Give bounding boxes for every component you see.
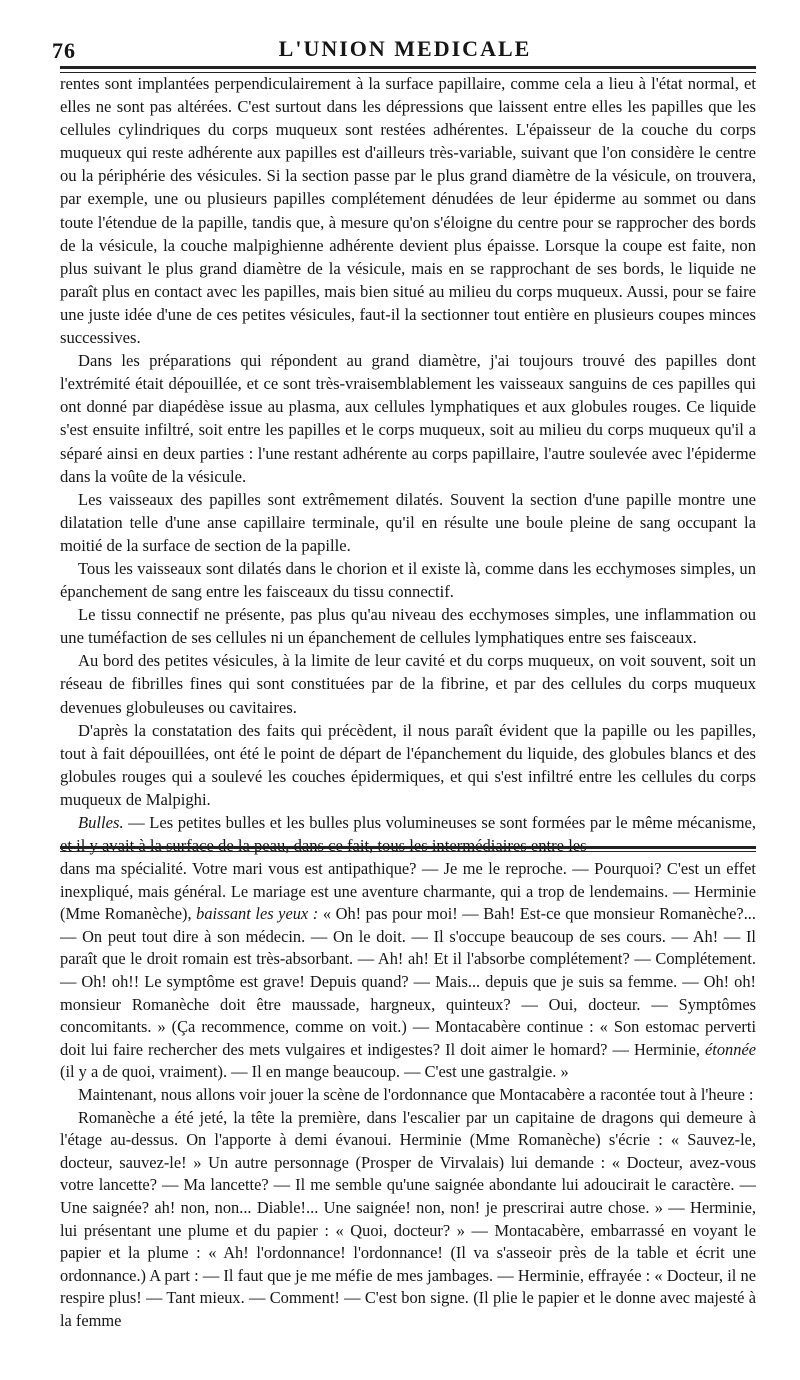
feuilleton-text: dans ma spécialité. Votre mari vous est antipathique? — Je me le reproche. — Pourquoi? C'est un effet inexpliqué, mais général. Le mariage est une aventure charmante, qui a trop de lendemains. — Herminie (Mme Romanèche),	[60, 859, 756, 924]
feuilleton-text: (il y a de quoi, vraiment). — Il en mange beaucoup. — C'est une gastralgie. »	[60, 1062, 569, 1082]
article-paragraph: Les vaisseaux des papilles sont extrêmement dilatés. Souvent la section d'une papille montre une dilatation telle d'une anse capillaire terminale, qu'il en résulte une boule pleine de sang occupant la moitié de la surface de section de la papille.	[60, 489, 756, 555]
feuilleton-paragraph	[60, 858, 756, 1084]
feuilleton-text: « Oh! pas pour moi! — Bah! Est-ce que monsieur Romanèche?... — On peut tout dire à son médecin. — On le doit. — Il s'occupe beaucoup de ses cours. — Ah! — Il paraît que le droit romain est très-absorbant. — Ah! ah! Et il l'absorbe complétement? — Complétement. — Oh! oh!! Le symptôme est grave! Depuis quand? — Mais... depuis que je suis sa femme. — Oh! oh! monsieur Romanèche doit être maussade, hargneux, quinteux? — Oui, docteur. — Symptômes concomitants. » (Ça recommence, comme on voit.) — Montacabère continue : « Son estomac perverti doit lui faire rechercher des mets vulgaires et indigestes? Il doit aimer le homard? — Herminie,	[60, 904, 757, 1059]
article-paragraph: D'après la constatation des faits qui précèdent, il nous paraît évident que la papille ou les papilles, tout à fait dépouillées, ont été le point de départ de l'épanchement du liquide, des globules blancs et des globules rouges qui a soulevé les couches épidermiques, et qui s'est infiltré entre les cellules du corps muqueux de Malpighi.	[60, 720, 756, 809]
feuilleton-paragraph: Maintenant, nous allons voir jouer la scène de l'ordonnance que Montacabère a racontée tout à l'heure :	[78, 1084, 754, 1104]
article-paragraph: Tous les vaisseaux sont dilatés dans le chorion et il existe là, comme dans les ecchymoses simples, un épanchement de sang entre les faisceaux du tissu connectif.	[60, 558, 756, 602]
article-paragraph: Dans les préparations qui répondent au grand diamètre, j'ai toujours trouvé des papilles dont l'extrémité était dépouillée, et ce sont très-vraisemblablement les vaisseaux sanguins de ces papilles qui ont donné par diapédèse issue au plasma, aux cellules lymphatiques et aux globules rouges. Ce liquide s'est ensuite infiltré, soit entre les papilles et le corps muqueux, soit au milieu du corps muqueux qu'il a séparé ainsi en deux parties : l'une restant adhérente au corps papillaire, l'autre soulevée avec l'épiderme dans la voûte de la vésicule.	[60, 351, 756, 486]
feuilleton-paragraph: Romanèche a été jeté, la tête la première, dans l'escalier par un capitaine de dragons qui demeure à l'étage au-dessus. On l'apporte à demi évanoui. Herminie (Mme Romanèche) s'écrie : « Sauvez-le, docteur, sauvez-le! » Un autre personnage (Prosper de Virvalais) lui demande : « Docteur, avez-vous votre lancette? — Ma lancette? — Il me semble qu'une saignée abondante lui adoucirait le caractère. — Une saignée? ah! non, non... Diable!... Une saignée! non, non! je prescrirai autre chose. » — Herminie, lui présentant une plume et du papier : « Quoi, docteur? » — Montacabère, embarrassé en voyant le papier et la plume : « Ah! l'ordonnance! l'ordonnance! (Il va s'asseoir près de la table et écrit une ordonnance.) A part : — Il faut que je me méfie de mes jambages. — Herminie, effrayée : « Docteur, il ne respire plus! — Tant mieux. — Comment! — C'est bon signe. (Il plie le papier et le donne avec majesté à la femme	[60, 1107, 756, 1330]
bulles-text: — Les petites bulles et les bulles plus volumineuses se sont formées par le même mécanisme, et il y avait à la surface de la peau, dans ce fait, tous les intermédiaires entre les	[60, 813, 756, 856]
page-header	[52, 24, 758, 64]
article-body	[60, 72, 756, 857]
article-paragraph: Au bord des petites vésicules, à la limite de leur cavité et du corps muqueux, on voit souvent, soit un réseau de fibrilles fines qui sont constituées par de la fibrine, et par des cellules du corps muqueux devenues globuleuses ou cavitaires.	[60, 651, 756, 717]
feuilleton-italic: étonnée	[705, 1039, 756, 1059]
feuilleton-italic: baissant les yeux :	[196, 904, 319, 924]
feuilleton-body	[60, 858, 756, 1332]
article-paragraph: Le tissu connectif ne présente, pas plus qu'au niveau des ecchymoses simples, une inflammation ou une tuméfaction de ses cellules ni un épanchement de cellules lymphatiques entre ses faisceaux.	[60, 605, 756, 648]
journal-title: L'UNION MEDICALE	[278, 36, 532, 61]
article-paragraph: rentes sont implantées perpendiculairement à la surface papillaire, comme cela a lieu à l'état normal, et elles ne sont pas altérées. C'est surtout dans les dépressions que laissent entre elles les papilles que les cellules cylindriques du corps muqueux sont restées adhérentes. L'épaisseur de la couche du corps muqueux qui reste adhérente aux papilles est d'ailleurs très-variable, suivant que l'on considère le centre ou la périphérie des vésicules. Si la section passe par le plus grand diamètre de la vésicule, on trouvera, par exemple, une ou plusieurs papilles complétement dénudées de leur épiderme au sommet ou dans toute l'étendue de la papille, tandis que, à mesure qu'on s'éloigne du centre pour se rapprocher des bords de la vésicule, la couche malpighienne adhérente devient plus épaisse. Lorsque la coupe est faite, non plus suivant le plus grand diamètre de la vésicule, mais en se rapprochant de ses bords, le liquide ne paraît plus en contact avec les papilles, mais bien situé au milieu du corps muqueux. Aussi, pour se faire une juste idée d'une de ces petites vésicules, faut-il la sectionner tout entière en plusieurs coupes minces successives.	[60, 74, 756, 348]
bulles-heading: Bulles.	[78, 813, 124, 832]
feuilleton-rule	[60, 846, 756, 852]
page-number: 76	[52, 38, 76, 63]
